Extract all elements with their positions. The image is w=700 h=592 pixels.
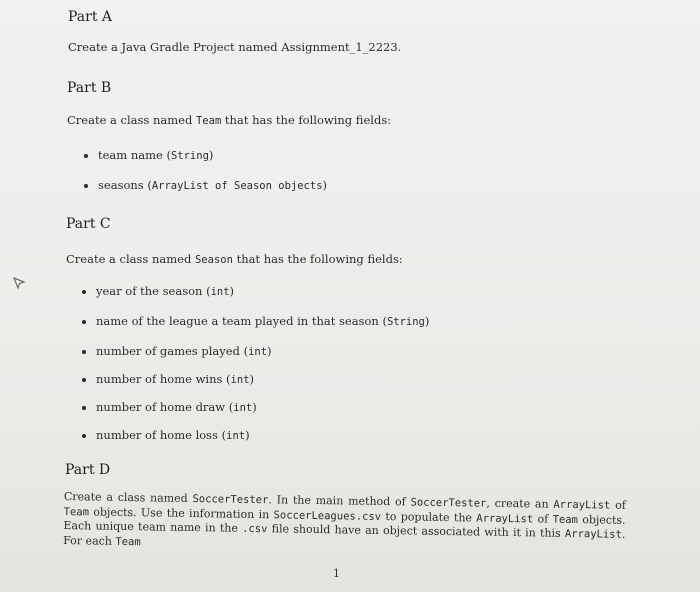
field-text: seasons ( (98, 178, 152, 192)
list-item (82, 314, 429, 344)
field-type: int (248, 346, 268, 358)
list-item (82, 344, 429, 372)
list-item (82, 284, 429, 314)
field-type: int (233, 402, 253, 414)
text-run: to populate the (380, 509, 477, 524)
field-text: team name ( (98, 148, 171, 162)
code-run: SoccerLeagues.csv (273, 508, 382, 523)
part-b-field-list (84, 148, 327, 192)
field-text: number of home wins ( (96, 372, 231, 386)
text-run: of (533, 511, 553, 526)
text-run: . In the main method of (268, 493, 411, 509)
part-c-intro-pre: Create a class named (66, 252, 195, 266)
field-text: name of the league a team played in that season ( (96, 314, 387, 328)
list-item (84, 178, 327, 192)
list-item (82, 372, 429, 400)
part-c-field-list (82, 284, 429, 442)
field-type: String (386, 316, 425, 328)
code-run: ArrayList (553, 498, 611, 512)
page-number: 1 (333, 567, 340, 580)
part-b-heading: Part B (67, 80, 112, 96)
field-text: number of games played ( (96, 344, 249, 358)
text-run: Create a class named (63, 490, 193, 506)
code-run: ArrayList (476, 511, 534, 525)
part-b-intro-post: that has the following fields: (221, 113, 392, 127)
field-text-end: ) (252, 400, 257, 414)
code-run: .csv (242, 522, 268, 536)
part-a-text: Create a Java Gradle Project named Assignment_1_2223. (68, 40, 402, 54)
text-run: , create an (486, 496, 554, 511)
field-text-end: ) (249, 372, 255, 386)
text-run: objects. Use the information in (88, 504, 274, 521)
field-text-end: ) (267, 344, 272, 358)
field-text-end: ) (424, 314, 430, 328)
field-text: number of home draw ( (96, 400, 234, 414)
code-run: ArrayList (564, 527, 622, 541)
code-run: Team (552, 513, 579, 526)
field-type: int (210, 286, 230, 298)
part-c-heading: Part C (66, 216, 111, 232)
field-type: int (226, 430, 246, 442)
field-type: int (230, 374, 250, 386)
list-item (82, 400, 429, 428)
code-run: SoccerTester (410, 496, 487, 510)
code-run: Team (63, 505, 90, 518)
part-b-intro (67, 113, 391, 127)
mouse-cursor-icon (12, 276, 26, 290)
code-run: SoccerTester (192, 493, 269, 507)
field-text: number of home loss ( (96, 428, 227, 442)
field-type: String (170, 150, 209, 162)
part-c-class-name: Season (194, 254, 233, 266)
text-run: file should have an object associated with it in this (267, 522, 566, 540)
text-run: of (610, 498, 626, 512)
list-item (84, 148, 327, 178)
part-c-intro-post: that has the following fields: (232, 252, 403, 266)
field-text-end: ) (322, 178, 328, 192)
field-text-end: ) (245, 428, 250, 442)
field-type: ArrayList of Season objects (151, 180, 323, 192)
text-run: objects. Each unique team name in the (63, 512, 626, 535)
field-text-end: ) (208, 148, 214, 162)
part-d-heading: Part D (65, 462, 111, 478)
part-d-text (63, 490, 626, 557)
list-item (82, 428, 429, 442)
field-text: year of the season ( (96, 284, 211, 298)
part-b-intro-pre: Create a class named (67, 113, 196, 127)
part-b-class-name: Team (195, 115, 222, 127)
part-c-intro (66, 252, 403, 266)
code-run: Team (115, 535, 141, 548)
text-run: . For each (63, 527, 626, 548)
field-text-end: ) (229, 284, 235, 298)
part-a-heading: Part A (68, 9, 113, 25)
